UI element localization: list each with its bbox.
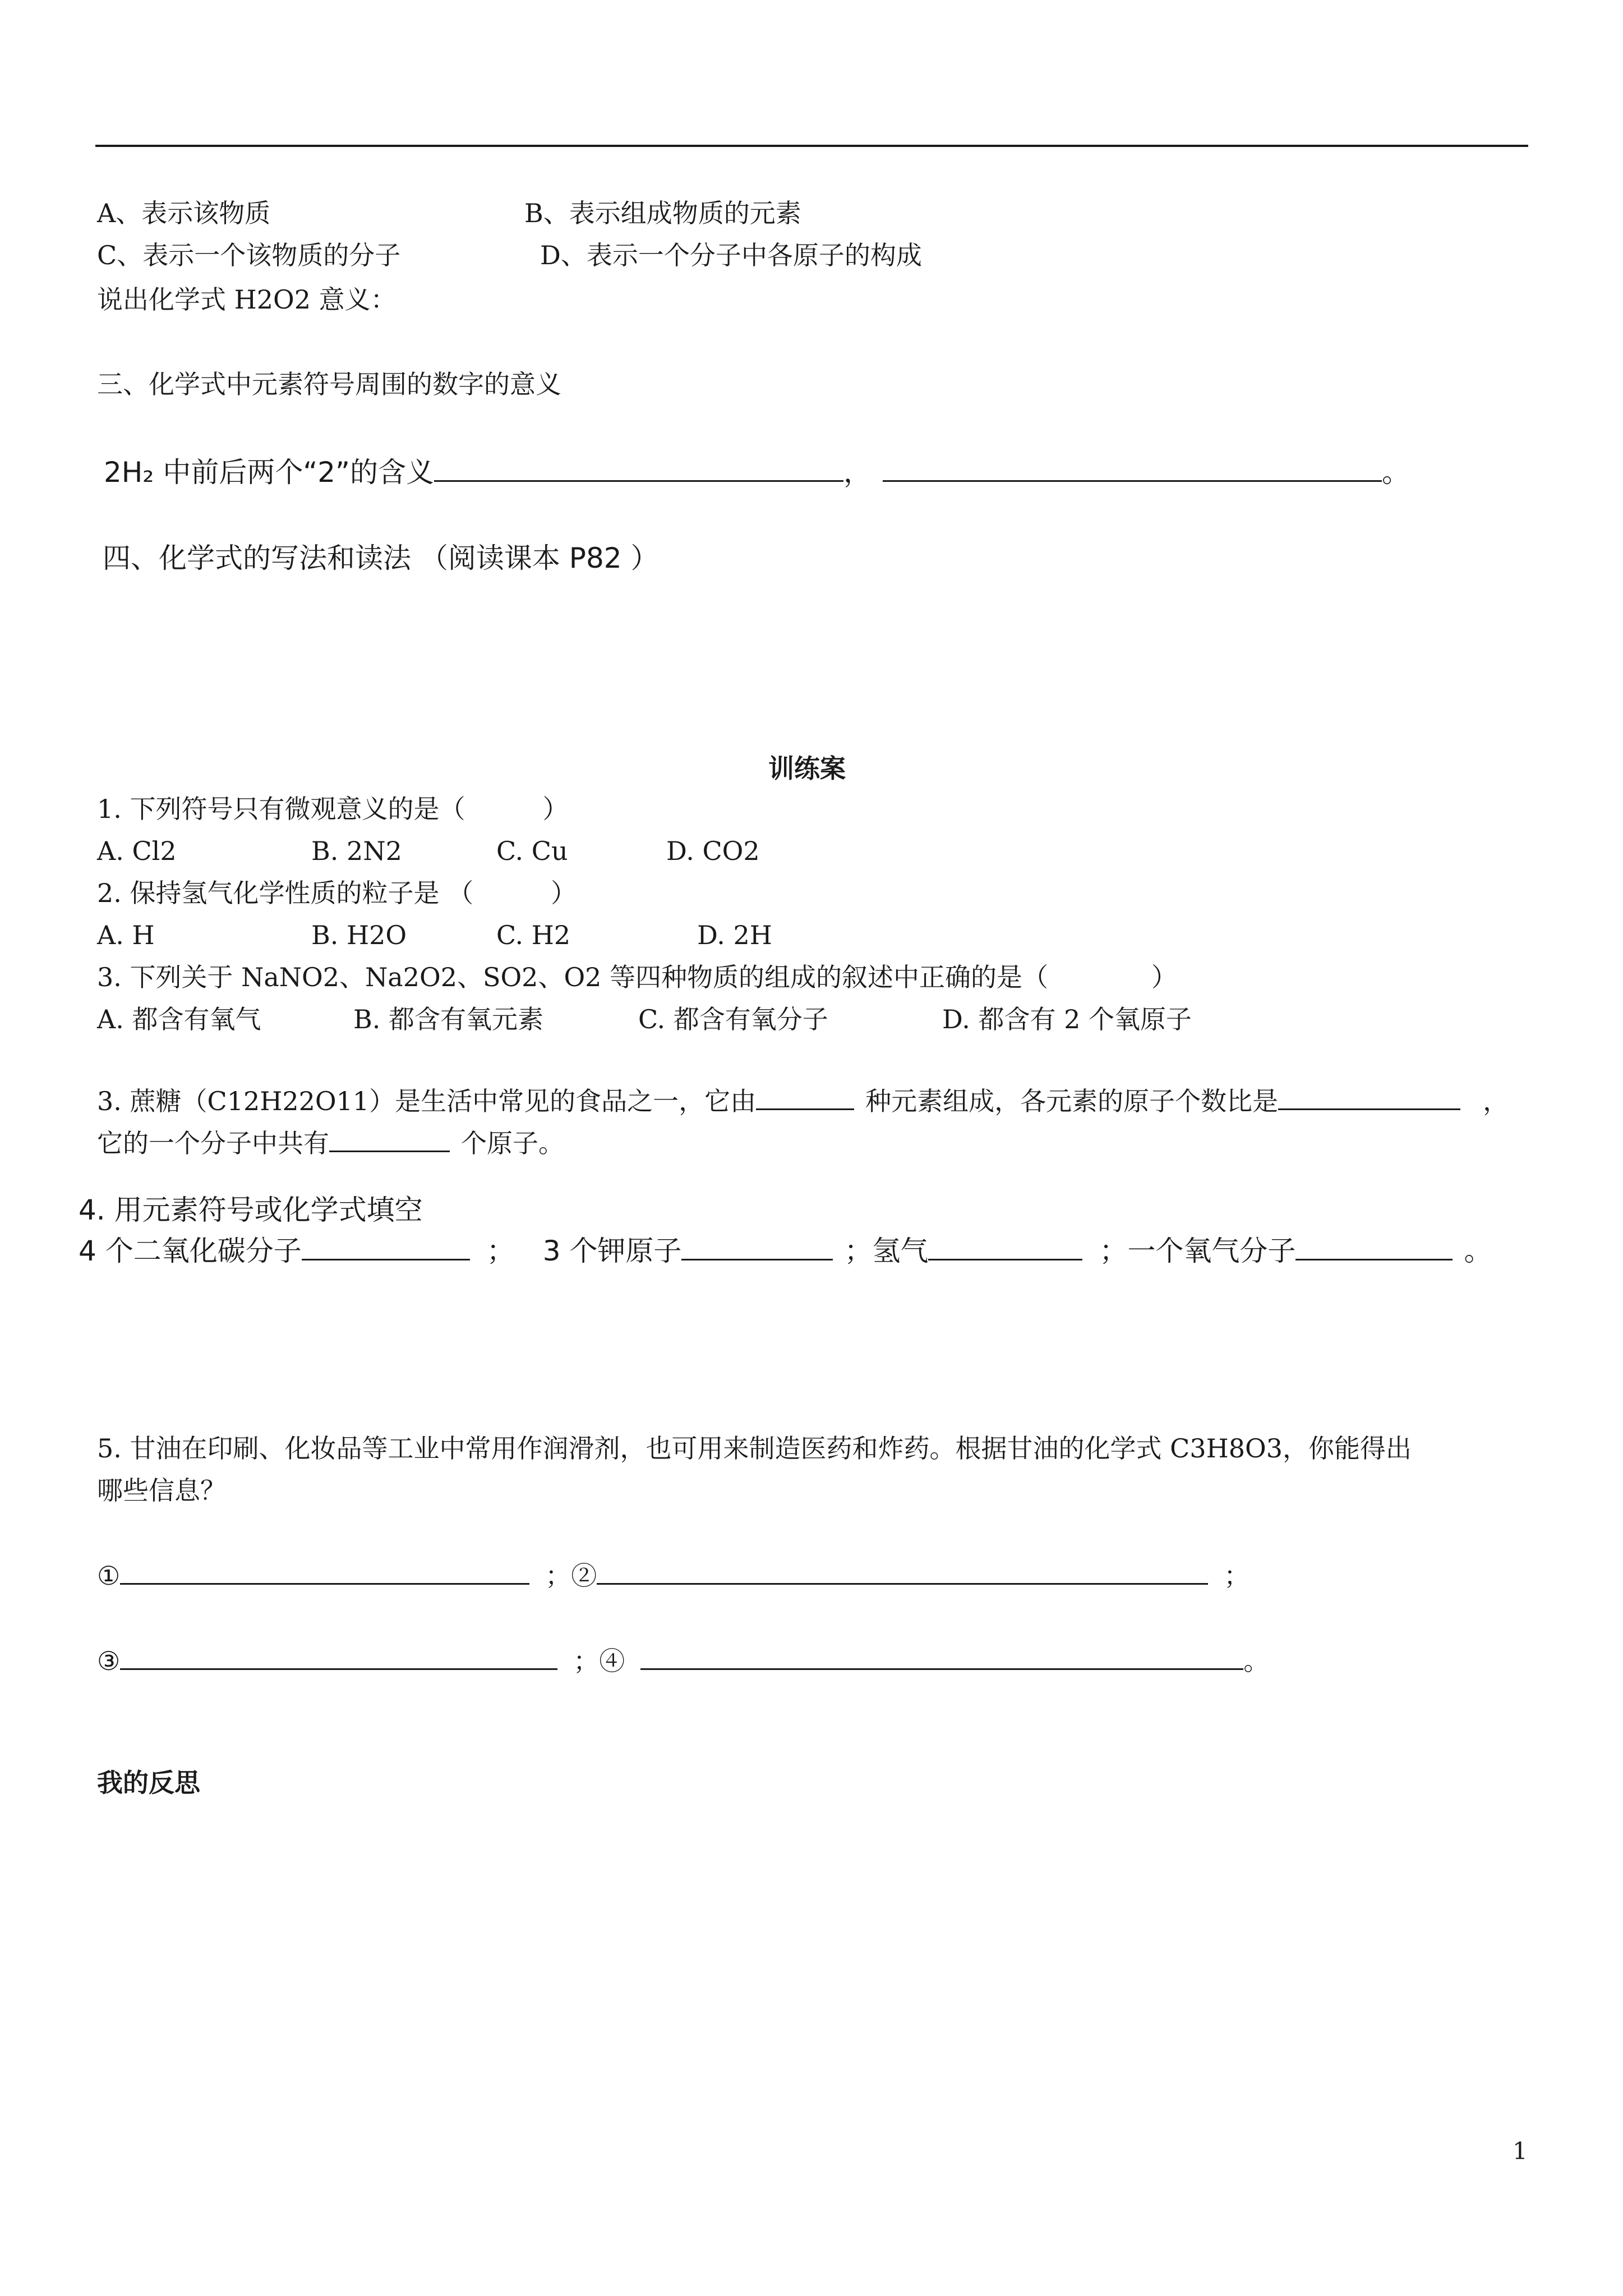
q4-end: 。 [1464, 1235, 1492, 1267]
option-a: A、表示该物质 [97, 198, 271, 228]
training-title: 训练案 [768, 753, 846, 784]
q4-sep-1: ； [486, 1235, 515, 1267]
q4-item-k: 3 个钾原子 [542, 1235, 682, 1267]
q4-item-co2: 4 个二氧化碳分子 [79, 1235, 302, 1267]
q3-option-b: B. 都含有氧元素 [353, 1004, 544, 1034]
circled-3: ③ [97, 1646, 121, 1676]
q3b-text-4: 它的一个分子中共有 [97, 1128, 329, 1158]
q5-blank-2[interactable] [597, 1558, 1208, 1585]
answer-blank-1[interactable] [434, 455, 843, 482]
q5-blank-4[interactable] [640, 1644, 1243, 1670]
reflection-heading: 我的反思 [97, 1768, 200, 1798]
option-b: B、表示组成物质的元素 [524, 198, 801, 228]
q3-option-d: D. 都含有 2 个氧原子 [942, 1004, 1192, 1034]
q4-blank-3[interactable] [928, 1234, 1082, 1260]
q5-row2 [97, 1644, 1269, 1678]
sentence-end: 。 [1243, 1646, 1270, 1676]
semicolon: ； [573, 1646, 600, 1676]
option-d: D、表示一个分子中各原子的构成 [540, 240, 922, 270]
q1-option-c: C. Cu [496, 836, 568, 866]
q1-option-d: D. CO2 [666, 836, 760, 866]
q3-option-c: C. 都含有氧分子 [638, 1004, 828, 1034]
q5-row1 [97, 1558, 1249, 1593]
q3b-text-2: 种元素组成，各元素的原子个数比是 [865, 1086, 1279, 1116]
section3-heading: 三、化学式中元素符号周围的数字的意义 [97, 369, 561, 399]
q1-option-b: B. 2N2 [311, 836, 402, 866]
q2-stem: 2. 保持氢气化学性质的粒子是 （ ） [97, 878, 577, 908]
q3b-blank-elements[interactable] [756, 1084, 854, 1110]
semicolon: ； [545, 1561, 571, 1591]
q3-option-a: A. 都含有氧气 [97, 1004, 261, 1034]
sentence-end: 。 [1381, 456, 1410, 489]
q4-items [79, 1234, 1492, 1268]
q1-stem: 1. 下列符号只有微观意义的是（ ） [97, 794, 569, 824]
q3b-text-5: 个原子。 [461, 1128, 564, 1158]
circled-2: ② [571, 1561, 597, 1591]
circled-1: ① [97, 1561, 121, 1591]
q2-option-b: B. H2O [311, 920, 407, 950]
q3b-text-3: ， [1483, 1086, 1509, 1116]
q4-item-o2: 一个氧气分子 [1127, 1235, 1296, 1267]
q4-heading: 4. 用元素符号或化学式填空 [79, 1194, 423, 1226]
q2-option-c: C. H2 [496, 920, 571, 950]
q4-blank-1[interactable] [302, 1234, 470, 1260]
q4-sep-2: ； [844, 1235, 873, 1267]
q3-stem: 3. 下列关于 NaNO2、Na2O2、SO2、O2 等四种物质的组成的叙述中正确的是（ ） [97, 962, 1178, 992]
circled-4: ④ [599, 1646, 625, 1676]
q4-blank-4[interactable] [1295, 1234, 1453, 1260]
q1-option-a: A. Cl2 [97, 836, 177, 866]
q2-option-d: D. 2H [697, 920, 772, 950]
answer-blank-2[interactable] [883, 455, 1382, 482]
header-rule [95, 145, 1528, 147]
q3b-line2 [97, 1126, 564, 1160]
semicolon: ； [1224, 1561, 1250, 1591]
q3b-line1 [97, 1084, 1509, 1118]
q3b-blank-ratio[interactable] [1278, 1084, 1460, 1110]
q2-option-a: A. H [97, 920, 155, 950]
q4-blank-2[interactable] [681, 1234, 833, 1260]
q3b-blank-atoms[interactable] [329, 1126, 450, 1152]
h2o2-prompt: 说出化学式 H2O2 意义： [97, 284, 396, 315]
option-c: C、表示一个该物质的分子 [97, 240, 401, 270]
question-2h2-text: 2H₂ 中前后两个“2”的含义 [104, 456, 434, 489]
section4-heading: 四、化学式的写法和读法 （阅读课本 P82 ） [103, 542, 659, 574]
q3b-text-1: 3. 蔗糖（C12H22O11）是生活中常见的食品之一，它由 [97, 1086, 757, 1116]
separator: ， [843, 456, 872, 489]
page-number: 1 [1513, 2137, 1528, 2165]
q4-sep-3: ； [1099, 1235, 1128, 1267]
question-2h2 [104, 455, 1410, 489]
q5-blank-1[interactable] [120, 1558, 529, 1585]
q5-line1: 5. 甘油在印刷、化妆品等工业中常用作润滑剂，也可用来制造医药和炸药。根据甘油的化学式 C3H8O3，你能得出 [97, 1433, 1412, 1464]
q5-line2: 哪些信息？ [97, 1475, 226, 1506]
q5-blank-3[interactable] [120, 1644, 557, 1670]
q4-item-h2: 氢气 [872, 1235, 929, 1267]
